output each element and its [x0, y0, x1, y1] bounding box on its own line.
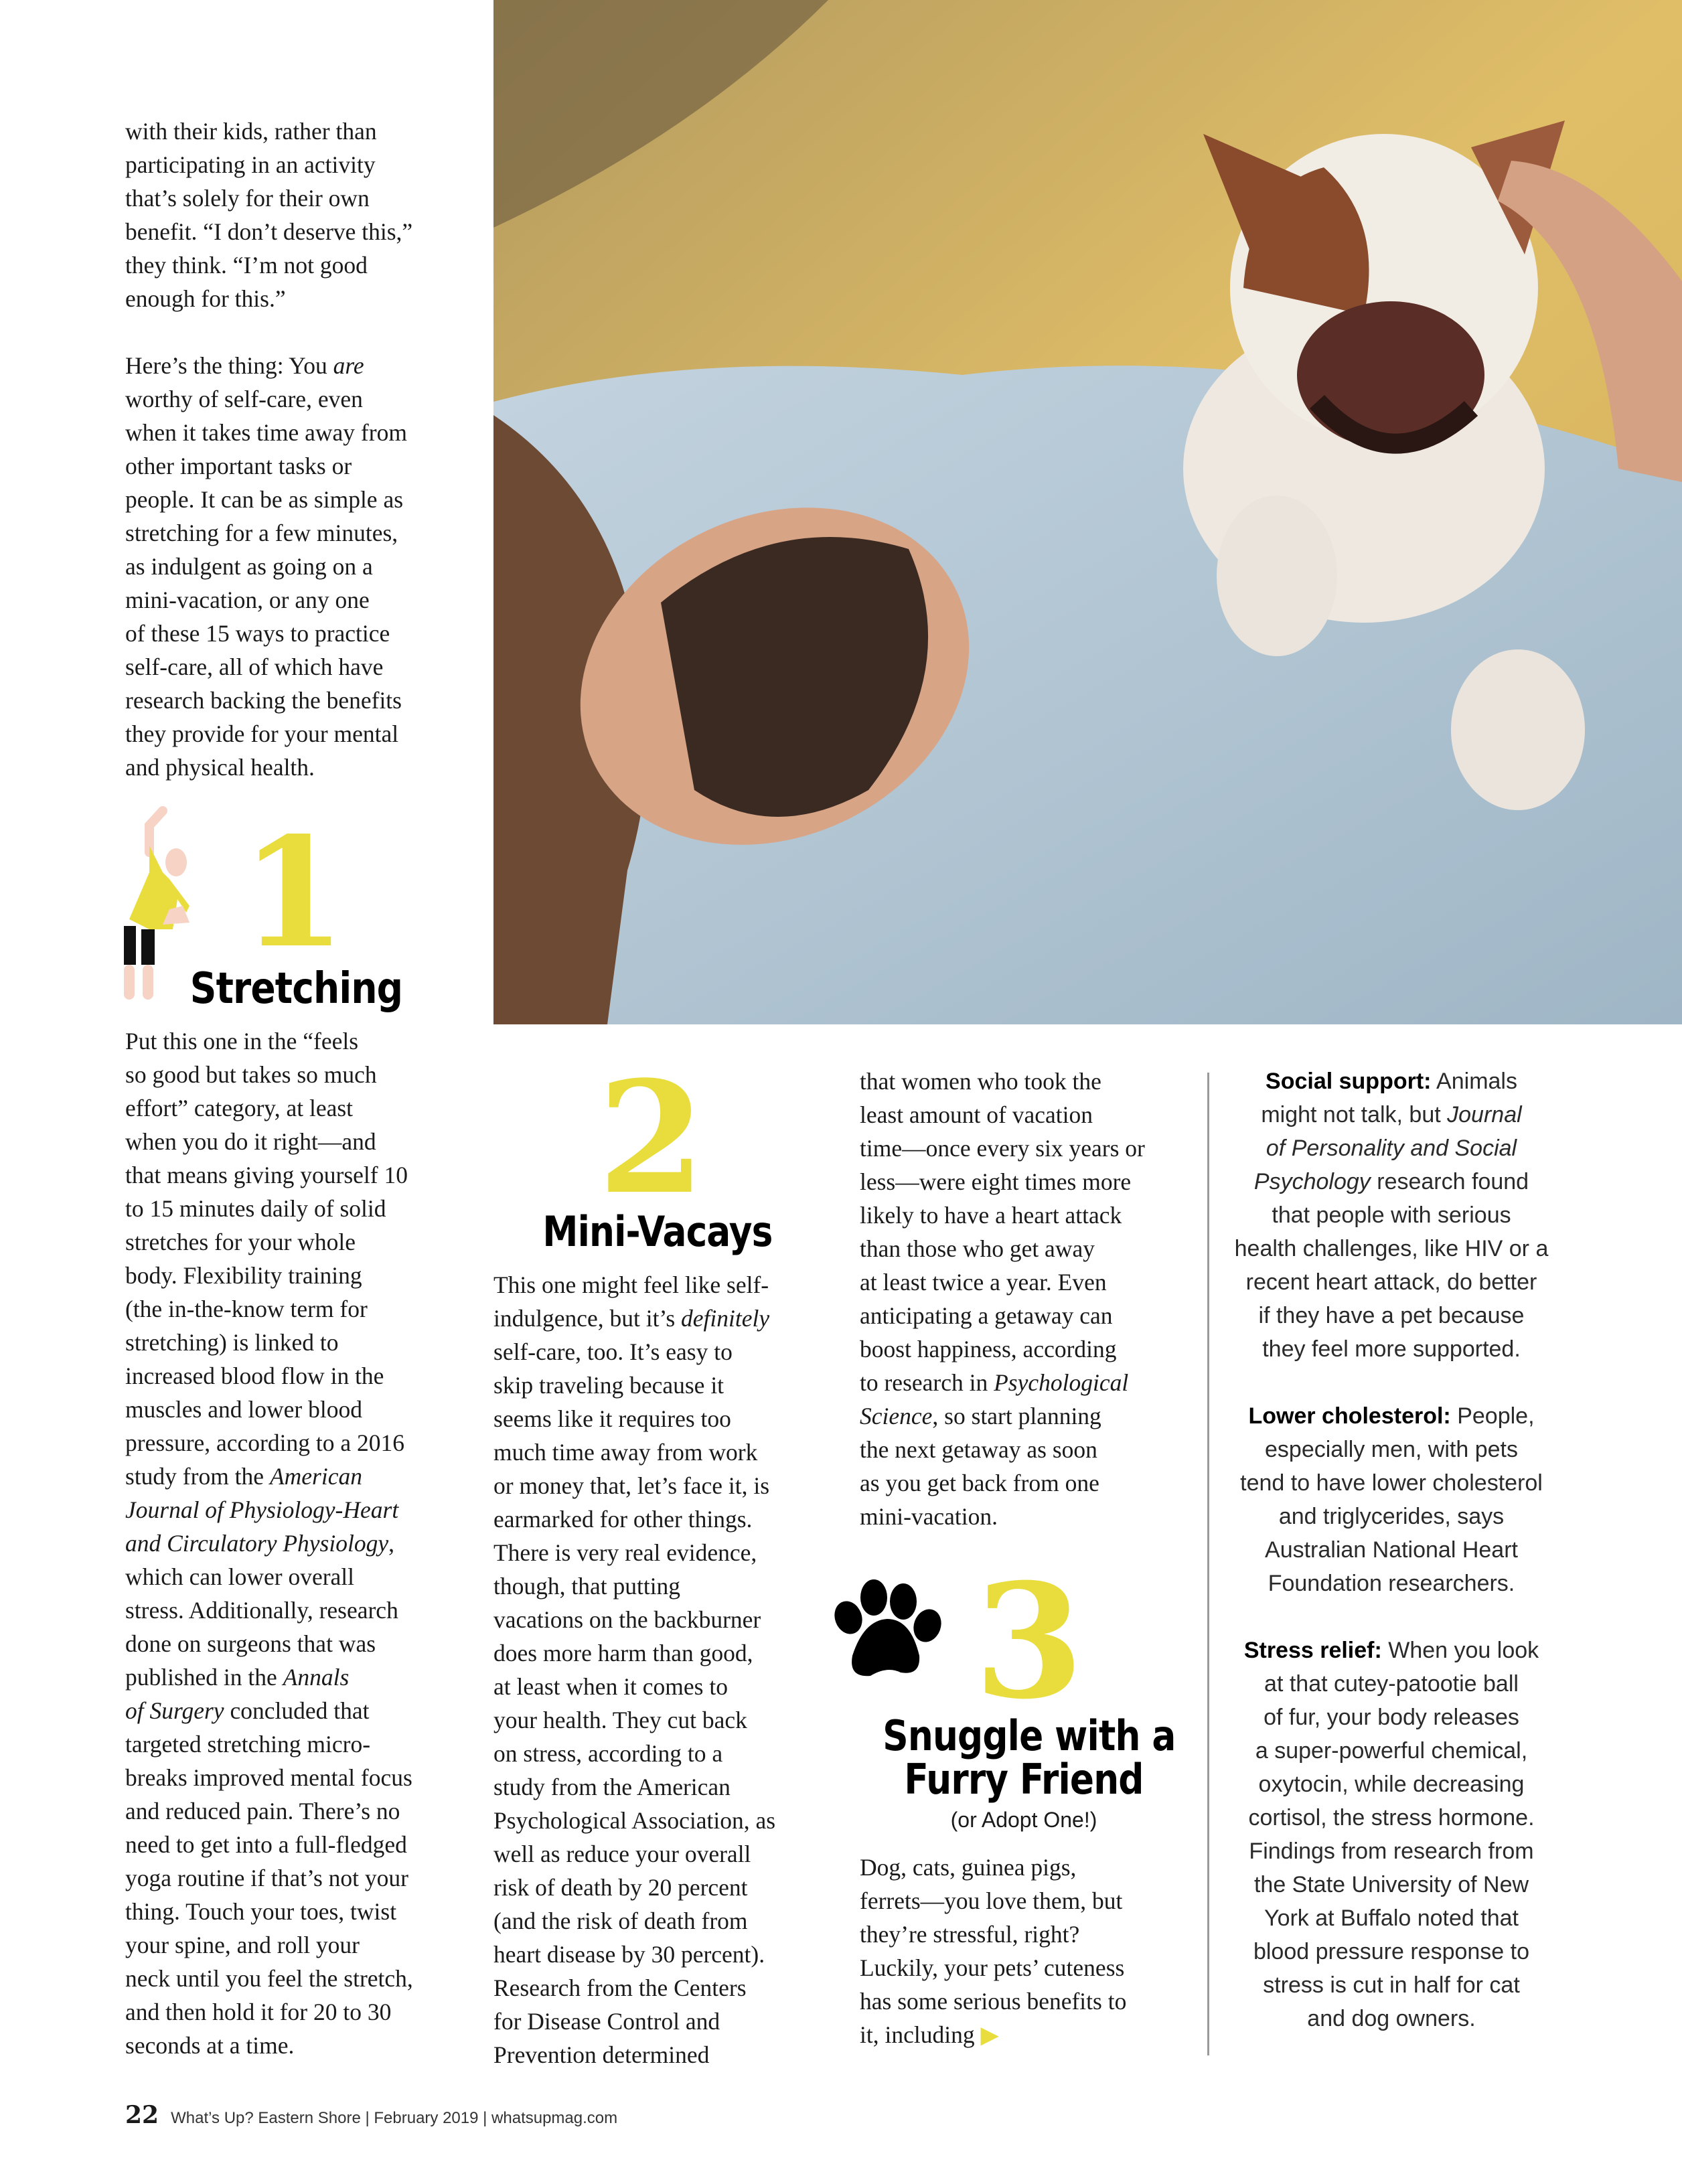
column-divider — [1207, 1073, 1209, 2055]
text-run: are — [333, 352, 364, 379]
paw-print-icon — [834, 1579, 943, 1678]
text-line: neck until you feel the stretch, — [125, 1965, 413, 1992]
text-line: especially men, with pets — [1265, 1437, 1518, 1462]
text-line: research backing the benefits — [125, 687, 402, 714]
text-line: on stress, according to a — [493, 1740, 723, 1767]
text-line: of fur, your body releases — [1264, 1705, 1519, 1730]
text-line: Foundation researchers. — [1268, 1571, 1515, 1596]
text-line: pressure, according to a 2016 — [125, 1429, 404, 1456]
text-line: body. Flexibility training — [125, 1262, 362, 1289]
text-run: Psychological — [994, 1369, 1129, 1396]
text-line: your health. They cut back — [493, 1707, 747, 1733]
text-line: Put this one in the “feels — [125, 1028, 359, 1055]
text-line: mini-vacation, or any one — [125, 587, 370, 613]
text-line: done on surgeons that was — [125, 1630, 376, 1657]
text-line: if they have a pet because — [1258, 1303, 1525, 1328]
text-line: at that cutey-patootie ball — [1264, 1671, 1519, 1697]
text-line: and physical health. — [125, 754, 315, 781]
section-title-stretching: Stretching — [189, 964, 403, 1014]
text-line: seconds at a time. — [125, 2032, 295, 2059]
text-run: research found — [1370, 1169, 1529, 1194]
text-run: Annals — [283, 1664, 350, 1691]
hero-photo-man-with-dog — [493, 0, 1682, 1024]
text-line — [1224, 1132, 1559, 1165]
text-line — [1224, 1165, 1559, 1198]
text-line: they’re stressful, right? — [860, 1921, 1080, 1948]
text-run: and Circulatory Physiology — [125, 1530, 389, 1557]
section-subtitle: (or Adopt One!) — [950, 1808, 1097, 1832]
text-line: mini-vacation. — [860, 1503, 998, 1530]
text-line: muscles and lower blood — [125, 1396, 362, 1423]
section-number-1: 1 — [241, 805, 346, 982]
text-line: skip traveling because it — [493, 1372, 724, 1399]
text-line — [860, 1366, 1145, 1399]
text-line: recent heart attack, do better — [1245, 1269, 1537, 1295]
text-line: stretches for your whole — [125, 1229, 356, 1255]
text-line: Prevention determined — [493, 2041, 710, 2068]
text-line: the State University of New — [1253, 1872, 1529, 1897]
text-run: definitely — [681, 1305, 770, 1332]
text-line: least amount of vacation — [860, 1101, 1093, 1128]
text-line: Findings from research from — [1249, 1839, 1534, 1864]
text-line: of these 15 ways to practice — [125, 620, 390, 647]
text-line: yoga routine if that’s not your — [125, 1865, 408, 1891]
text-line: for Disease Control and — [493, 2008, 720, 2035]
text-line: to 15 minutes daily of solid — [125, 1195, 386, 1222]
text-line: than those who get away — [860, 1235, 1095, 1262]
text-line: benefit. “I don’t deserve this,” — [125, 218, 413, 245]
text-run: study from the — [125, 1463, 270, 1490]
text-line — [1224, 1600, 1559, 1634]
text-line — [125, 1493, 413, 1527]
text-line: does more harm than good, — [493, 1640, 753, 1666]
text-run: to research in — [860, 1369, 994, 1396]
text-line — [1224, 1065, 1559, 1098]
text-line: blood pressure response to — [1253, 1939, 1530, 1964]
text-line: a super-powerful chemical, — [1255, 1738, 1528, 1764]
text-line: so good but takes so much — [125, 1061, 377, 1088]
text-line: less—were eight times more — [860, 1168, 1132, 1195]
text-run: , — [388, 1530, 394, 1557]
text-line: boost happiness, according — [860, 1336, 1117, 1362]
text-line: that people with serious — [1272, 1202, 1511, 1228]
text-line: Research from the Centers — [493, 1974, 747, 2001]
text-line: other important tasks or — [125, 453, 352, 479]
text-line: participating in an activity — [125, 151, 376, 178]
text-line: anticipating a getaway can — [860, 1302, 1113, 1329]
text-line: people. It can be as simple as — [125, 486, 404, 513]
text-line: increased blood flow in the — [125, 1362, 384, 1389]
text-line: York at Buffalo noted that — [1264, 1905, 1519, 1931]
section-title-line-2: Furry Friend — [904, 1755, 1144, 1804]
text-line: they feel more supported. — [1262, 1336, 1521, 1362]
page-footer — [125, 2101, 617, 2129]
text-run: People, — [1450, 1403, 1535, 1429]
text-line: as indulgent as going on a — [125, 553, 373, 580]
text-line: Psychological Association, as — [493, 1807, 776, 1834]
text-line: they provide for your mental — [125, 720, 399, 747]
text-line: There is very real evidence, — [493, 1539, 757, 1566]
text-line: effort” category, at least — [125, 1095, 354, 1121]
pet-benefits-list — [1224, 1065, 1559, 2035]
text-line: the next getaway as soon — [860, 1436, 1097, 1463]
section-title-line-1: Snuggle with a — [883, 1711, 1176, 1760]
text-line: earmarked for other things. — [493, 1506, 753, 1533]
text-run: published in the — [125, 1664, 283, 1691]
text-line: need to get into a full-fledged — [125, 1831, 407, 1858]
text-line: thing. Touch your toes, twist — [125, 1898, 397, 1925]
text-line: (the in-the-know term for — [125, 1296, 368, 1322]
text-line: stress is cut in half for cat — [1263, 1972, 1520, 1998]
text-line: when you do it right—and — [125, 1128, 376, 1155]
text-run: Lower cholesterol: — [1248, 1403, 1451, 1429]
text-line: risk of death by 20 percent — [493, 1874, 748, 1901]
text-line: and triglycerides, says — [1278, 1504, 1505, 1529]
text-line: health challenges, like HIV or a — [1234, 1236, 1549, 1261]
text-line — [125, 315, 412, 349]
text-line: and dog owners. — [1307, 2006, 1476, 2031]
section-number-2: 2 — [598, 1048, 706, 1229]
text-line: oxytocin, while decreasing — [1258, 1772, 1525, 1797]
text-run: of Personality and Social — [1266, 1136, 1517, 1161]
section-number-3: 3 — [974, 1549, 1084, 1734]
text-line — [1224, 1098, 1559, 1132]
text-line: they think. “I’m not good — [125, 252, 368, 279]
text-run: American — [269, 1463, 362, 1490]
text-line: with their kids, rather than — [125, 118, 377, 145]
text-line: likely to have a heart attack — [860, 1202, 1122, 1229]
text-line: that women who took the — [860, 1068, 1101, 1095]
text-line: that means giving yourself 10 — [125, 1162, 408, 1188]
text-line — [1224, 1634, 1559, 1667]
text-line: your spine, and roll your — [125, 1932, 360, 1958]
text-line: at least twice a year. Even — [860, 1269, 1107, 1296]
text-line: or money that, let’s face it, is — [493, 1472, 770, 1499]
text-line: though, that putting — [493, 1573, 681, 1600]
text-run: Social support: — [1266, 1069, 1432, 1094]
text-line: worthy of self-care, even — [125, 386, 363, 412]
text-line: stretching for a few minutes, — [125, 520, 398, 546]
text-run: , so start planning — [932, 1403, 1101, 1429]
text-line: targeted stretching micro- — [125, 1731, 371, 1758]
furry-friend-body — [860, 1851, 1126, 2051]
text-line: time—once every six years or — [860, 1135, 1145, 1162]
text-line: cortisol, the stress hormone. — [1248, 1805, 1535, 1830]
text-line: and then hold it for 20 to 30 — [125, 1999, 392, 2025]
text-run: indulgence, but it’s — [493, 1305, 682, 1332]
text-line: ferrets—you love them, but — [860, 1887, 1123, 1914]
text-line: which can lower overall — [125, 1563, 355, 1590]
text-line — [1224, 1366, 1559, 1399]
text-run: Psychology — [1253, 1169, 1371, 1194]
text-line: tend to have lower cholesterol — [1240, 1470, 1543, 1496]
text-line: vacations on the backburner — [493, 1606, 761, 1633]
text-line: Australian National Heart — [1265, 1537, 1518, 1563]
stretching-figure-icon — [123, 805, 196, 1001]
page-number: 22 — [125, 2101, 159, 2129]
text-line — [860, 2018, 1126, 2051]
text-line — [125, 349, 412, 382]
text-line: when it takes time away from — [125, 419, 407, 446]
text-line: has some serious benefits to — [860, 1988, 1127, 2015]
text-run: When you look — [1381, 1638, 1539, 1663]
text-line: and reduced pain. There’s no — [125, 1798, 400, 1824]
section-title-mini-vacays: Mini-Vacays — [542, 1207, 773, 1256]
text-line — [125, 1660, 413, 1694]
text-run: might not talk, but — [1261, 1102, 1448, 1127]
text-run: Here’s the thing: You — [125, 352, 333, 379]
text-line: self-care, too. It’s easy to — [493, 1338, 733, 1365]
text-line: stress. Additionally, research — [125, 1597, 398, 1624]
text-line: that’s solely for their own — [125, 185, 370, 212]
text-run: concluded that — [224, 1697, 370, 1724]
text-run: Journal — [1447, 1102, 1522, 1127]
text-line: This one might feel like self- — [493, 1271, 769, 1298]
text-line: well as reduce your overall — [493, 1841, 751, 1867]
mini-vacays-body-continued — [860, 1065, 1145, 1533]
text-line: seems like it requires too — [493, 1405, 731, 1432]
stretching-body — [125, 1024, 413, 2062]
text-line: (and the risk of death from — [493, 1907, 748, 1934]
text-line: Dog, cats, guinea pigs, — [860, 1854, 1077, 1881]
text-line: at least when it comes to — [493, 1673, 728, 1700]
text-line — [125, 1460, 413, 1493]
text-run: of Surgery — [125, 1697, 224, 1724]
continue-arrow-icon: ▶ — [980, 2021, 999, 2048]
text-line — [125, 1694, 413, 1727]
text-line: Luckily, your pets’ cuteness — [860, 1954, 1125, 1981]
text-line — [493, 1302, 775, 1335]
text-line — [860, 1399, 1145, 1433]
text-line: breaks improved mental focus — [125, 1764, 412, 1791]
text-run: Animals — [1431, 1069, 1517, 1094]
text-line: self-care, all of which have — [125, 653, 384, 680]
text-line: much time away from work — [493, 1439, 758, 1466]
text-run: Science — [860, 1403, 933, 1429]
footer-publication-info: What’s Up? Eastern Shore | February 2019 | whatsupmag.com — [171, 2109, 618, 2127]
text-line: stretching) is linked to — [125, 1329, 339, 1356]
mini-vacays-body — [493, 1268, 775, 2072]
text-line: study from the American — [493, 1774, 731, 1800]
intro-text — [125, 114, 412, 784]
text-run: Journal of Physiology-Heart — [125, 1496, 399, 1523]
text-line — [1224, 1399, 1559, 1433]
text-line: as you get back from one — [860, 1470, 1099, 1496]
text-run: Stress relief: — [1243, 1638, 1382, 1663]
text-line — [125, 1527, 413, 1560]
text-line: enough for this.” — [125, 285, 286, 312]
text-line: heart disease by 30 percent). — [493, 1941, 765, 1968]
text-run: it, including — [860, 2021, 981, 2048]
